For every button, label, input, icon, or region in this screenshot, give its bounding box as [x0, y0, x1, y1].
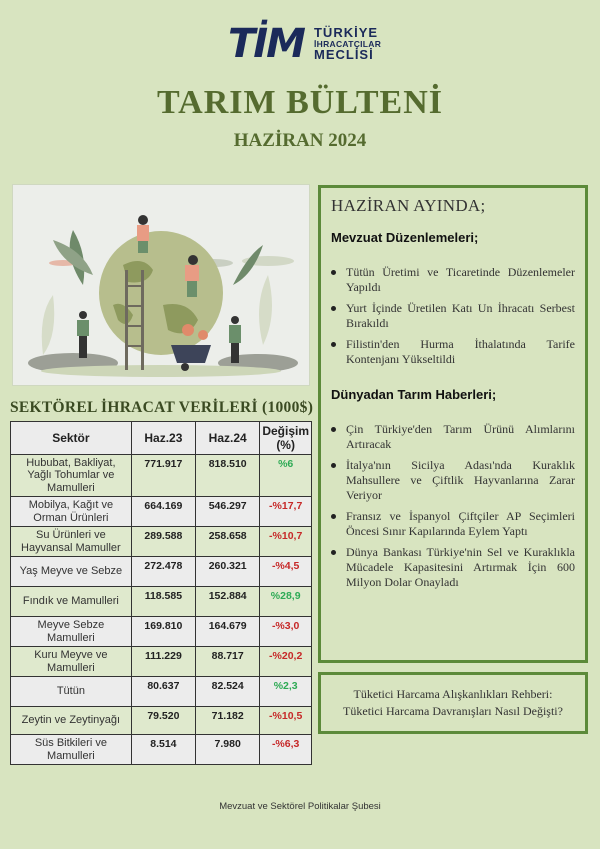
export-data-table — [10, 421, 312, 765]
change-cell: -%4,5 — [260, 557, 312, 587]
haz23-cell: 169.810 — [131, 617, 195, 647]
consumer-guide-line-1: Tüketici Harcama Alışkanlıkları Rehberi: — [353, 687, 553, 701]
sector-cell: Fındık ve Mamulleri — [11, 587, 132, 617]
bullet-icon — [331, 306, 336, 311]
haz23-cell: 79.520 — [131, 707, 195, 735]
list-item-text: Fransız ve İspanyol Çiftçiler AP Seçimleri Öncesi Sınır Kapılarında Eylem Yaptı — [346, 509, 575, 538]
haz23-cell: 664.169 — [131, 497, 195, 527]
haz23-cell: 80.637 — [131, 677, 195, 707]
sector-cell: Zeytin ve Zeytinyağı — [11, 707, 132, 735]
list-item — [331, 337, 575, 367]
sector-cell: Tütün — [11, 677, 132, 707]
change-cell: %28,9 — [260, 587, 312, 617]
sector-cell: Su Ürünleri ve Hayvansal Mamuller — [11, 527, 132, 557]
change-cell: -%6,3 — [260, 735, 312, 765]
list-item — [331, 545, 575, 590]
header-change: Değişim (%) — [260, 422, 312, 455]
change-cell: -%10,7 — [260, 527, 312, 557]
gardening-globe-illustration — [12, 184, 310, 386]
haz23-cell: 289.588 — [131, 527, 195, 557]
haz24-cell: 260.321 — [196, 557, 260, 587]
sector-cell: Hububat, Bakliyat, Yağlı Tohumlar ve Mamulleri — [11, 455, 132, 497]
world-news-heading: Dünyadan Tarım Haberleri; — [331, 387, 497, 402]
sector-cell: Kuru Meyve ve Mamulleri — [11, 647, 132, 677]
table-row — [11, 497, 312, 527]
change-cell: -%17,7 — [260, 497, 312, 527]
table-title: SEKTÖREL İHRACAT VERİLERİ (1000$) — [10, 399, 314, 416]
table-row — [11, 677, 312, 707]
sector-cell: Meyve Sebze Mamulleri — [11, 617, 132, 647]
bullet-icon — [331, 514, 336, 519]
list-item — [331, 509, 575, 539]
bullet-icon — [331, 427, 336, 432]
table-row — [11, 557, 312, 587]
haz23-cell: 272.478 — [131, 557, 195, 587]
table-row — [11, 647, 312, 677]
list-item — [331, 458, 575, 503]
haz23-cell: 771.917 — [131, 455, 195, 497]
globe-illustration-icon — [13, 185, 309, 385]
page-subtitle: HAZİRAN 2024 — [233, 130, 367, 151]
haz23-cell: 118.585 — [131, 587, 195, 617]
haz24-cell: 82.524 — [196, 677, 260, 707]
header-haz24: Haz.24 — [196, 422, 260, 455]
highlights-title: HAZİRAN AYINDA; — [331, 196, 486, 215]
table-row — [11, 587, 312, 617]
change-cell: -%20,2 — [260, 647, 312, 677]
bullet-icon — [331, 342, 336, 347]
list-item — [331, 301, 575, 331]
list-item-text: Çin Türkiye'den Tarım Ürünü Alımlarını Artıracak — [346, 422, 575, 451]
change-cell: %6 — [260, 455, 312, 497]
consumer-guide-box — [318, 672, 588, 734]
sector-cell: Süs Bitkileri ve Mamulleri — [11, 735, 132, 765]
list-item — [331, 265, 575, 295]
haz24-cell: 818.510 — [196, 455, 260, 497]
list-item — [331, 422, 575, 452]
sector-cell: Mobilya, Kağıt ve Orman Ürünleri — [11, 497, 132, 527]
haz24-cell: 71.182 — [196, 707, 260, 735]
haz24-cell: 152.884 — [196, 587, 260, 617]
logo-line-3: MECLİSİ — [313, 47, 374, 63]
logo-mark: TİM — [228, 21, 304, 67]
change-cell: -%10,5 — [260, 707, 312, 735]
list-item-text: İtalya'nın Sicilya Adası'nda Kuraklık Mahsullere ve Çiftlik Hayvanlarına Zarar Veriyor — [346, 458, 575, 502]
table-row — [11, 455, 312, 497]
list-item-text: Filistin'den Hurma İthalatında Tarife Kontenjanı Yükseltildi — [346, 337, 575, 366]
bullet-icon — [331, 270, 336, 275]
haz24-cell: 546.297 — [196, 497, 260, 527]
table-row — [11, 707, 312, 735]
list-item-text: Tütün Üretimi ve Ticaretinde Düzenlemeler Yapıldı — [346, 265, 575, 294]
bullet-icon — [331, 463, 336, 468]
haz23-cell: 111.229 — [131, 647, 195, 677]
monthly-highlights-box — [318, 185, 588, 663]
regulations-heading: Mevzuat Düzenlemeleri; — [331, 230, 479, 245]
consumer-guide-line-2: Tüketici Harcama Davranışları Nasıl Değişti? — [343, 704, 563, 718]
header-sector: Sektör — [11, 422, 132, 455]
table-header-row — [11, 422, 312, 455]
table-row — [11, 527, 312, 557]
sector-cell: Yaş Meyve ve Sebze — [11, 557, 132, 587]
change-cell: %2,3 — [260, 677, 312, 707]
list-item-text: Dünya Bankası Türkiye'nin Sel ve Kuraklıkla Mücadele Kapasitesini Artırmak İçin 600 Milyon Dolar Onayladı — [346, 545, 575, 589]
regulations-list — [331, 265, 575, 367]
haz23-cell: 8.514 — [131, 735, 195, 765]
logo-line-1: TÜRKİYE — [313, 24, 379, 40]
bullet-icon — [331, 550, 336, 555]
haz24-cell: 258.658 — [196, 527, 260, 557]
logo-line-2: İHRACATÇILAR — [313, 38, 382, 49]
change-cell: -%3,0 — [260, 617, 312, 647]
tim-logo — [228, 21, 382, 67]
world-news-list — [331, 422, 575, 590]
logo-text — [314, 26, 381, 62]
table-row — [11, 735, 312, 765]
table-row — [11, 617, 312, 647]
page-title: TARIM BÜLTENİ — [156, 84, 443, 121]
list-item-text: Yurt İçinde Üretilen Katı Un İhracatı Serbest Bırakıldı — [346, 301, 575, 330]
haz24-cell: 88.717 — [196, 647, 260, 677]
haz24-cell: 7.980 — [196, 735, 260, 765]
haz24-cell: 164.679 — [196, 617, 260, 647]
footer-department: Mevzuat ve Sektörel Politikalar Şubesi — [219, 801, 381, 812]
header-haz23: Haz.23 — [131, 422, 195, 455]
